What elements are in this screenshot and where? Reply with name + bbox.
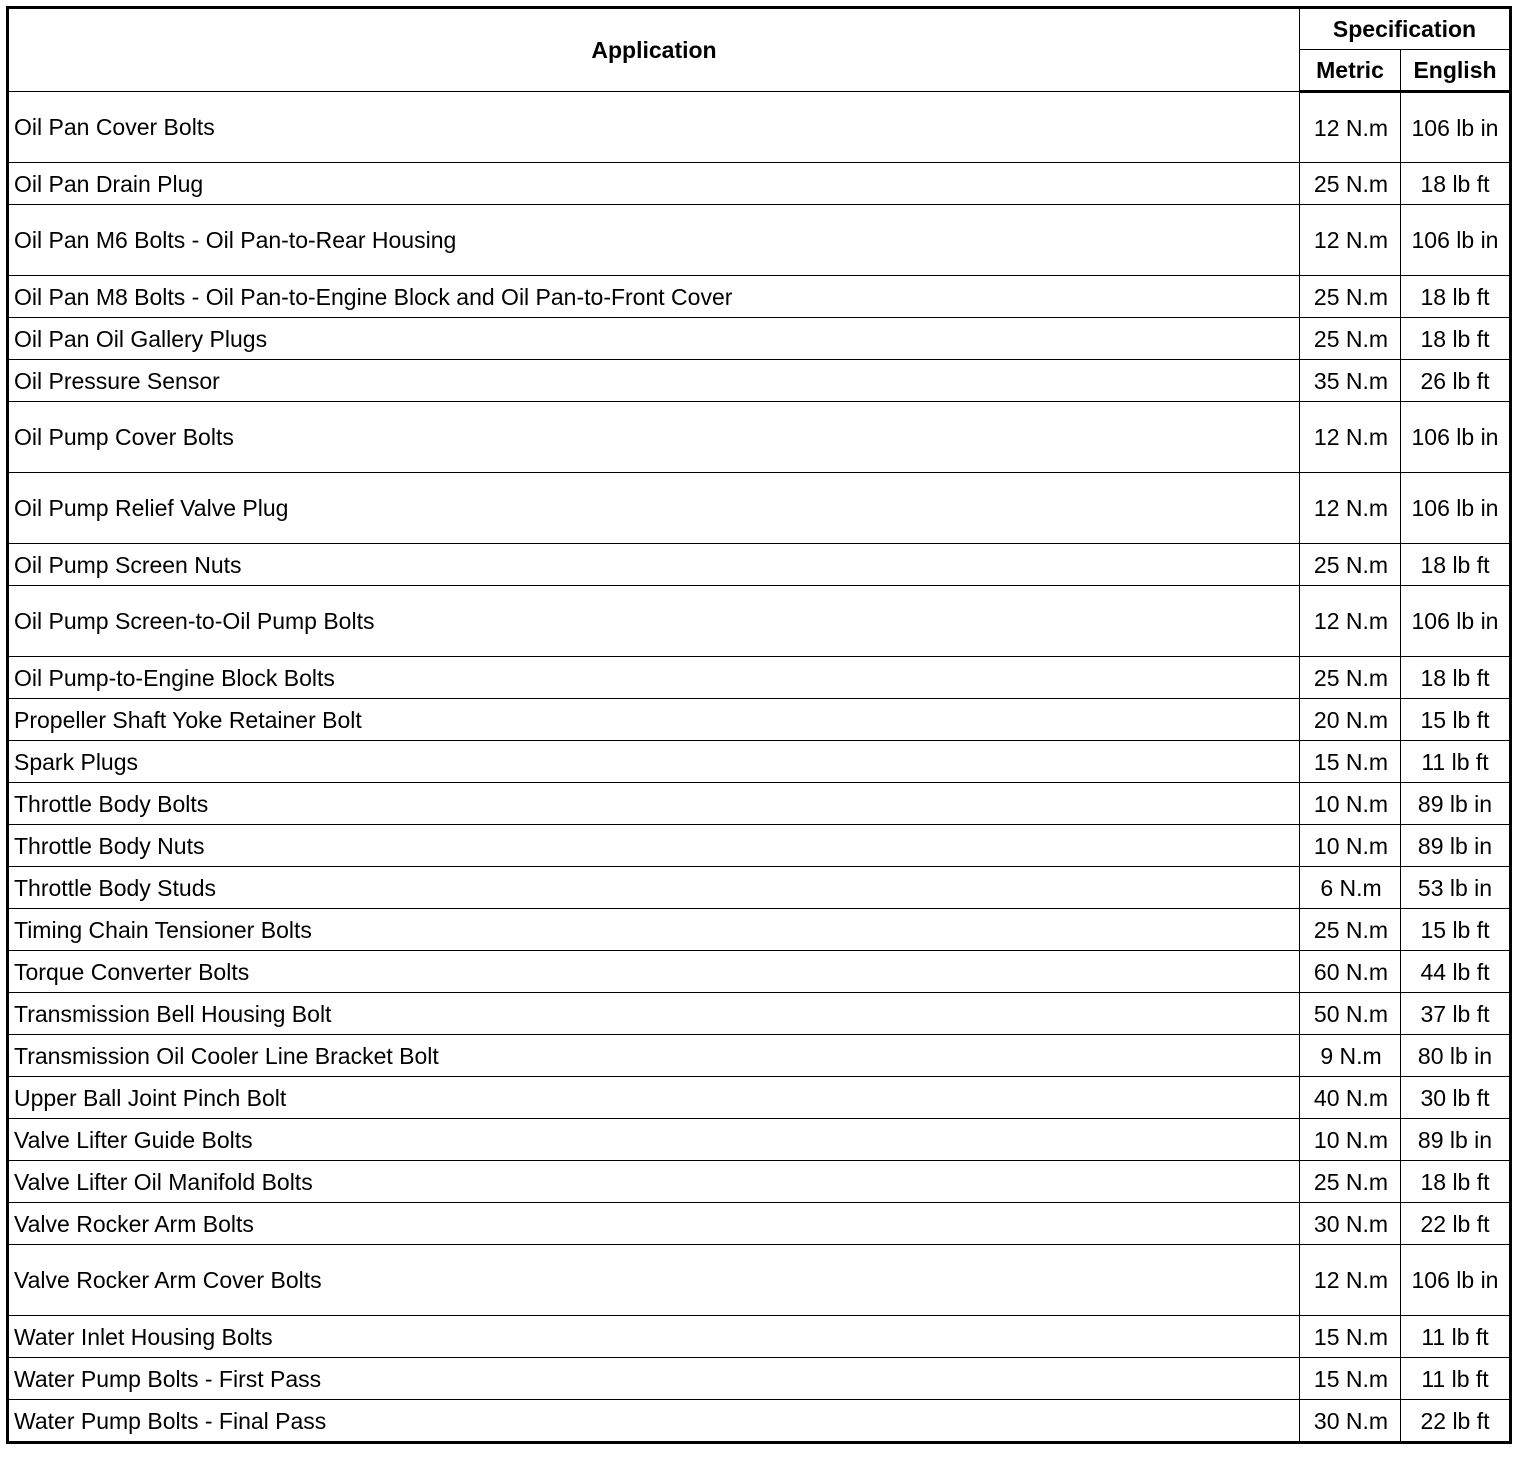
application-cell: Water Inlet Housing Bolts xyxy=(8,1316,1300,1358)
application-cell: Throttle Body Nuts xyxy=(8,825,1300,867)
application-cell: Throttle Body Studs xyxy=(8,867,1300,909)
metric-value-cell: 25 N.m xyxy=(1300,544,1401,586)
english-value-cell: 15 lb ft xyxy=(1401,909,1511,951)
header-row-top xyxy=(8,8,1511,50)
table-row xyxy=(8,360,1511,402)
table-row xyxy=(8,783,1511,825)
metric-value-cell: 12 N.m xyxy=(1300,92,1401,163)
english-value-cell: 22 lb ft xyxy=(1401,1203,1511,1245)
table-row xyxy=(8,657,1511,699)
table-row xyxy=(8,402,1511,473)
table-header xyxy=(8,8,1511,92)
table-row xyxy=(8,205,1511,276)
application-cell: Water Pump Bolts - First Pass xyxy=(8,1358,1300,1400)
application-cell: Transmission Oil Cooler Line Bracket Bolt xyxy=(8,1035,1300,1077)
table-row xyxy=(8,699,1511,741)
application-cell: Torque Converter Bolts xyxy=(8,951,1300,993)
table-row xyxy=(8,1119,1511,1161)
english-value-cell: 18 lb ft xyxy=(1401,1161,1511,1203)
english-value-cell: 89 lb in xyxy=(1401,783,1511,825)
metric-value-cell: 10 N.m xyxy=(1300,783,1401,825)
english-value-cell: 106 lb in xyxy=(1401,1245,1511,1316)
application-cell: Oil Pump Relief Valve Plug xyxy=(8,473,1300,544)
metric-value-cell: 12 N.m xyxy=(1300,205,1401,276)
metric-value-cell: 25 N.m xyxy=(1300,1161,1401,1203)
column-header-specification: Specification xyxy=(1300,8,1511,50)
metric-value-cell: 25 N.m xyxy=(1300,276,1401,318)
application-cell: Valve Rocker Arm Cover Bolts xyxy=(8,1245,1300,1316)
table-row xyxy=(8,1203,1511,1245)
metric-value-cell: 15 N.m xyxy=(1300,1316,1401,1358)
application-cell: Propeller Shaft Yoke Retainer Bolt xyxy=(8,699,1300,741)
metric-value-cell: 12 N.m xyxy=(1300,1245,1401,1316)
english-value-cell: 106 lb in xyxy=(1401,92,1511,163)
metric-value-cell: 60 N.m xyxy=(1300,951,1401,993)
table-row xyxy=(8,163,1511,205)
table-row xyxy=(8,276,1511,318)
application-cell: Throttle Body Bolts xyxy=(8,783,1300,825)
metric-value-cell: 15 N.m xyxy=(1300,741,1401,783)
table-row xyxy=(8,1316,1511,1358)
application-cell: Valve Lifter Oil Manifold Bolts xyxy=(8,1161,1300,1203)
torque-specification-sheet xyxy=(6,6,1509,1444)
english-value-cell: 18 lb ft xyxy=(1401,657,1511,699)
table-row xyxy=(8,1035,1511,1077)
english-value-cell: 11 lb ft xyxy=(1401,1316,1511,1358)
metric-value-cell: 25 N.m xyxy=(1300,163,1401,205)
application-cell: Upper Ball Joint Pinch Bolt xyxy=(8,1077,1300,1119)
english-value-cell: 18 lb ft xyxy=(1401,318,1511,360)
english-value-cell: 89 lb in xyxy=(1401,825,1511,867)
table-row xyxy=(8,1245,1511,1316)
application-cell: Oil Pan Oil Gallery Plugs xyxy=(8,318,1300,360)
table-row xyxy=(8,544,1511,586)
metric-value-cell: 10 N.m xyxy=(1300,1119,1401,1161)
table-row xyxy=(8,318,1511,360)
table-row xyxy=(8,92,1511,163)
application-cell: Spark Plugs xyxy=(8,741,1300,783)
table-row xyxy=(8,1161,1511,1203)
metric-value-cell: 35 N.m xyxy=(1300,360,1401,402)
metric-value-cell: 9 N.m xyxy=(1300,1035,1401,1077)
application-cell: Transmission Bell Housing Bolt xyxy=(8,993,1300,1035)
table-row xyxy=(8,867,1511,909)
english-value-cell: 89 lb in xyxy=(1401,1119,1511,1161)
metric-value-cell: 25 N.m xyxy=(1300,318,1401,360)
table-row xyxy=(8,586,1511,657)
metric-value-cell: 12 N.m xyxy=(1300,473,1401,544)
application-cell: Oil Pump-to-Engine Block Bolts xyxy=(8,657,1300,699)
application-cell: Valve Lifter Guide Bolts xyxy=(8,1119,1300,1161)
english-value-cell: 37 lb ft xyxy=(1401,993,1511,1035)
english-value-cell: 11 lb ft xyxy=(1401,741,1511,783)
english-value-cell: 26 lb ft xyxy=(1401,360,1511,402)
metric-value-cell: 10 N.m xyxy=(1300,825,1401,867)
english-value-cell: 44 lb ft xyxy=(1401,951,1511,993)
metric-value-cell: 30 N.m xyxy=(1300,1400,1401,1443)
table-body xyxy=(8,92,1511,1443)
table-row xyxy=(8,951,1511,993)
english-value-cell: 106 lb in xyxy=(1401,205,1511,276)
english-value-cell: 18 lb ft xyxy=(1401,544,1511,586)
english-value-cell: 22 lb ft xyxy=(1401,1400,1511,1443)
application-cell: Timing Chain Tensioner Bolts xyxy=(8,909,1300,951)
english-value-cell: 80 lb in xyxy=(1401,1035,1511,1077)
english-value-cell: 30 lb ft xyxy=(1401,1077,1511,1119)
metric-value-cell: 12 N.m xyxy=(1300,402,1401,473)
table-row xyxy=(8,909,1511,951)
table-row xyxy=(8,741,1511,783)
torque-specification-table xyxy=(6,6,1512,1444)
column-header-metric: Metric xyxy=(1300,50,1401,92)
table-row xyxy=(8,473,1511,544)
application-cell: Oil Pan Cover Bolts xyxy=(8,92,1300,163)
table-row xyxy=(8,1077,1511,1119)
metric-value-cell: 12 N.m xyxy=(1300,586,1401,657)
column-header-application: Application xyxy=(8,8,1300,92)
english-value-cell: 53 lb in xyxy=(1401,867,1511,909)
english-value-cell: 106 lb in xyxy=(1401,402,1511,473)
table-row xyxy=(8,1400,1511,1443)
application-cell: Oil Pan M6 Bolts - Oil Pan-to-Rear Housing xyxy=(8,205,1300,276)
application-cell: Oil Pressure Sensor xyxy=(8,360,1300,402)
application-cell: Valve Rocker Arm Bolts xyxy=(8,1203,1300,1245)
metric-value-cell: 25 N.m xyxy=(1300,909,1401,951)
metric-value-cell: 50 N.m xyxy=(1300,993,1401,1035)
english-value-cell: 18 lb ft xyxy=(1401,163,1511,205)
english-value-cell: 18 lb ft xyxy=(1401,276,1511,318)
application-cell: Oil Pump Screen Nuts xyxy=(8,544,1300,586)
metric-value-cell: 40 N.m xyxy=(1300,1077,1401,1119)
application-cell: Oil Pan Drain Plug xyxy=(8,163,1300,205)
english-value-cell: 106 lb in xyxy=(1401,586,1511,657)
application-cell: Oil Pan M8 Bolts - Oil Pan-to-Engine Block and Oil Pan-to-Front Cover xyxy=(8,276,1300,318)
table-row xyxy=(8,993,1511,1035)
metric-value-cell: 15 N.m xyxy=(1300,1358,1401,1400)
english-value-cell: 106 lb in xyxy=(1401,473,1511,544)
column-header-english: English xyxy=(1401,50,1511,92)
table-row xyxy=(8,825,1511,867)
metric-value-cell: 20 N.m xyxy=(1300,699,1401,741)
application-cell: Oil Pump Cover Bolts xyxy=(8,402,1300,473)
metric-value-cell: 6 N.m xyxy=(1300,867,1401,909)
metric-value-cell: 25 N.m xyxy=(1300,657,1401,699)
english-value-cell: 11 lb ft xyxy=(1401,1358,1511,1400)
english-value-cell: 15 lb ft xyxy=(1401,699,1511,741)
application-cell: Water Pump Bolts - Final Pass xyxy=(8,1400,1300,1443)
metric-value-cell: 30 N.m xyxy=(1300,1203,1401,1245)
application-cell: Oil Pump Screen-to-Oil Pump Bolts xyxy=(8,586,1300,657)
table-row xyxy=(8,1358,1511,1400)
